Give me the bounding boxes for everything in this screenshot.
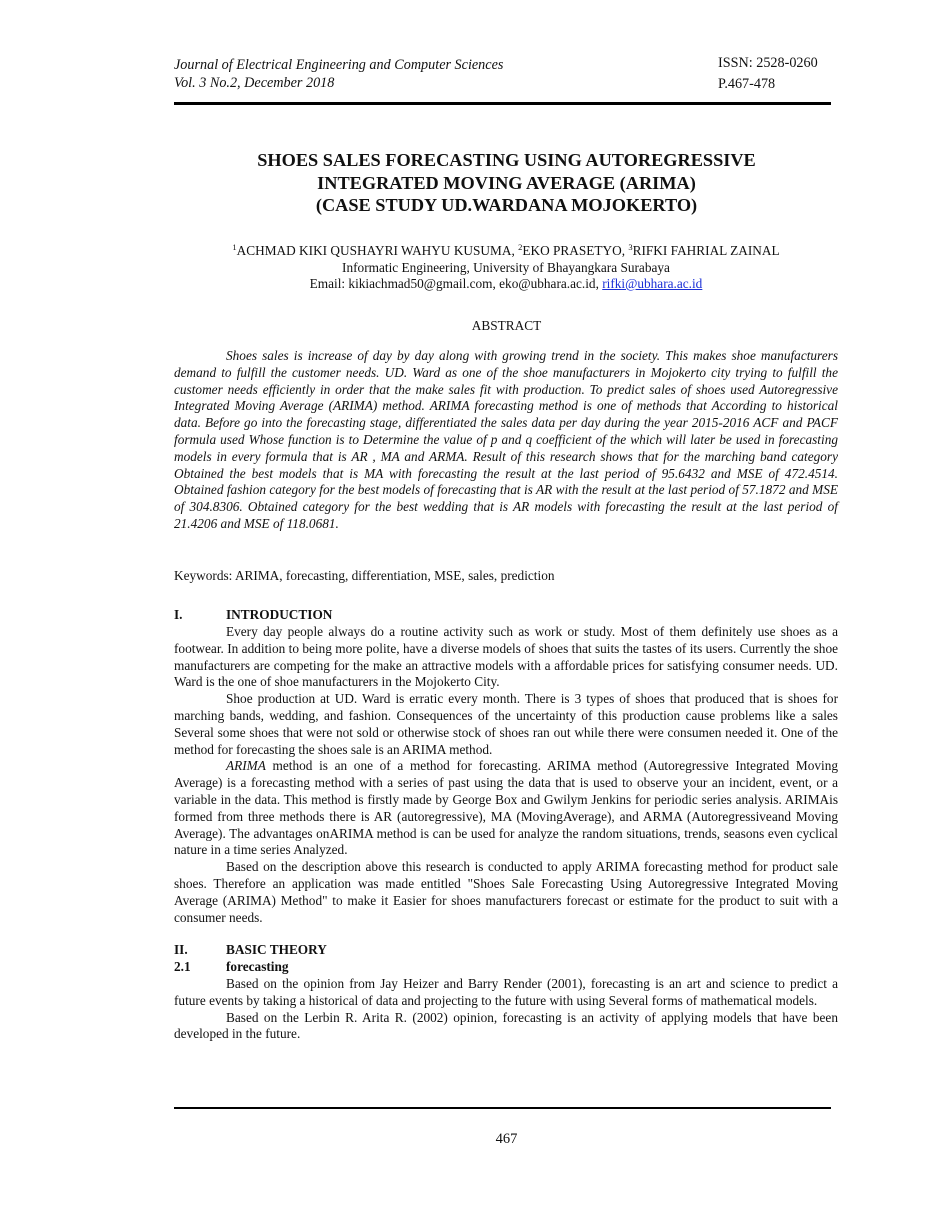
footer-rule	[174, 1107, 831, 1109]
section-number: I.	[174, 607, 183, 622]
author-list	[100, 243, 912, 260]
subsection-heading-forecasting	[174, 959, 289, 975]
running-header-right	[718, 53, 818, 95]
section-title: INTRODUCTION	[226, 607, 333, 622]
author-block	[100, 243, 912, 293]
section-heading-basic-theory	[174, 942, 327, 958]
author-3: RIFKI FAHRIAL ZAINAL	[632, 243, 780, 258]
abstract-heading: ABSTRACT	[471, 318, 542, 333]
author-2-marker: 2	[518, 242, 523, 252]
email-line	[100, 276, 912, 293]
paper-title	[140, 149, 873, 217]
title-line: SHOES SALES FORECASTING USING AUTOREGRESSIVE	[257, 150, 756, 170]
section-title: BASIC THEORY	[226, 942, 327, 957]
paragraph-text: method is an one of a method for forecasting. ARIMA method (Autoregressive Integrated Moving Average) is a forecasting method with a series of past using the data that is used to observe your an incident, event, or a variable in the data. This method is firstly made by George Box and Gwilym Jenkins for periodic series analysis. ARIMAis formed from three methods there is AR (autoregressive), MA (MovingAverage), and ARMA (Autoregressiveand Moving Average). The advantages onARIMA method is can be used for analyze the random situations, trends, seasons even cyclical nature in a time series Analyzed.	[174, 758, 838, 858]
journal-name: Journal of Electrical Engineering and Computer Sciences	[174, 57, 504, 73]
paragraph: Based on the description above this research is conducted to apply ARIMA forecasting method for product sale shoes. Therefore an application was made entitled "Shoes Sale Forecasting Using Autoregressive Integrated Moving Average (ARIMA) Method" to make it Easier for shoes manufacturers forecast or estimate for the product to suit with a consumer needs.	[174, 859, 838, 925]
section-heading-introduction	[174, 607, 332, 623]
journal-volume: Vol. 3 No.2, December 2018	[174, 75, 335, 91]
page-number: 467	[495, 1131, 518, 1147]
paragraph: Based on the opinion from Jay Heizer and Barry Render (2001), forecasting is an art and science to predict a future events by taking a historical of data and projecting to the future with using Several forms of mathematical models.	[174, 976, 838, 1008]
paragraph: Shoe production at UD. Ward is erratic every month. There is 3 types of shoes that produced that is shoes for marching bands, wedding, and fashion. Consequences of the uncertainty of this production cause problems like a sales Several some shoes that were not sold or otherwise stock of shoes ran out while there were consumen needed it. One of the method for forecasting the shoes sale is an ARIMA method.	[174, 691, 838, 757]
subsection-number: 2.1	[174, 959, 191, 974]
author-1: ACHMAD KIKI QUSHAYRI WAHYU KUSUMA,	[236, 243, 519, 258]
header-rule	[174, 102, 831, 105]
basic-theory-body	[174, 976, 838, 1043]
title-line: INTEGRATED MOVING AVERAGE (ARIMA)	[317, 172, 696, 193]
author-1-marker: 1	[232, 242, 237, 252]
journal-pages: P.467-478	[718, 76, 776, 92]
author-3-marker: 3	[628, 242, 633, 252]
journal-issn: ISSN: 2528-0260	[718, 55, 818, 71]
affiliation: Informatic Engineering, University of Bhayangkara Surabaya	[342, 259, 670, 275]
paragraph: Based on the Lerbin R. Arita R. (2002) opinion, forecasting is an activity of applying models that have been developed in the future.	[174, 1009, 838, 1042]
author-2: EKO PRASETYO,	[522, 243, 629, 258]
email-text: Email: kikiachmad50@gmail.com, eko@ubhara.ac.id,	[309, 276, 603, 291]
section-number: II.	[174, 942, 188, 957]
paragraph	[174, 758, 838, 859]
subsection-title: forecasting	[226, 959, 289, 974]
email-link[interactable]: rifki@ubhara.ac.id	[602, 276, 703, 291]
abstract-text: Shoes sales is increase of day by day along with growing trend in the society. This makes shoe manufacturers demand to fulfill the customer needs. UD. Ward as one of the shoe manufacturers in Mojokerto city trying to fulfill the customer needs efficiently in order that the make sales fit with production. To predict sales of shoes used Autoregressive Integrated Moving Average (ARIMA) method. ARIMA forecasting method is one of methods that According to historical data. Before go into the forecasting stage, differentiated the sales data per day during the year 2015-2016 ACF and PACF formula used Whose function is to Determine the value of p and q coefficient of the which will later be used in forecasting models in every formula that is AR , MA and ARMA. Result of this research shows that for the marching band category Obtained the best models that is MA with forecasting the result at the last period of 95.6432 and MSE of 472.4514. Obtained fashion category for the best models of forecasting that is AR with the result at the last period of 57.1872 and MSE of 304.8306. Obtained category for the best wedding that is AR models with forecasting the result at the last period of 21.4206 and MSE of 118.0681.	[174, 348, 838, 531]
running-header-left	[174, 56, 503, 92]
arima-term: ARIMA	[226, 758, 266, 774]
paragraph: Every day people always do a routine activity such as work or study. Most of them definitely use shoes as a footwear. In addition to being more polite, have a diverse models of shoes that suits the tastes of its users. Currently the shoe manufacturers are competing for the make an attractive models with a affordable prices for satisfying consumer needs. UD. Ward is the one of shoe manufacturers in the Mojokerto City.	[174, 624, 838, 690]
introduction-body	[174, 624, 838, 926]
keywords: Keywords: ARIMA, forecasting, differentiation, MSE, sales, prediction	[174, 568, 555, 583]
title-line: (CASE STUDY UD.WARDANA MOJOKERTO)	[315, 195, 698, 215]
